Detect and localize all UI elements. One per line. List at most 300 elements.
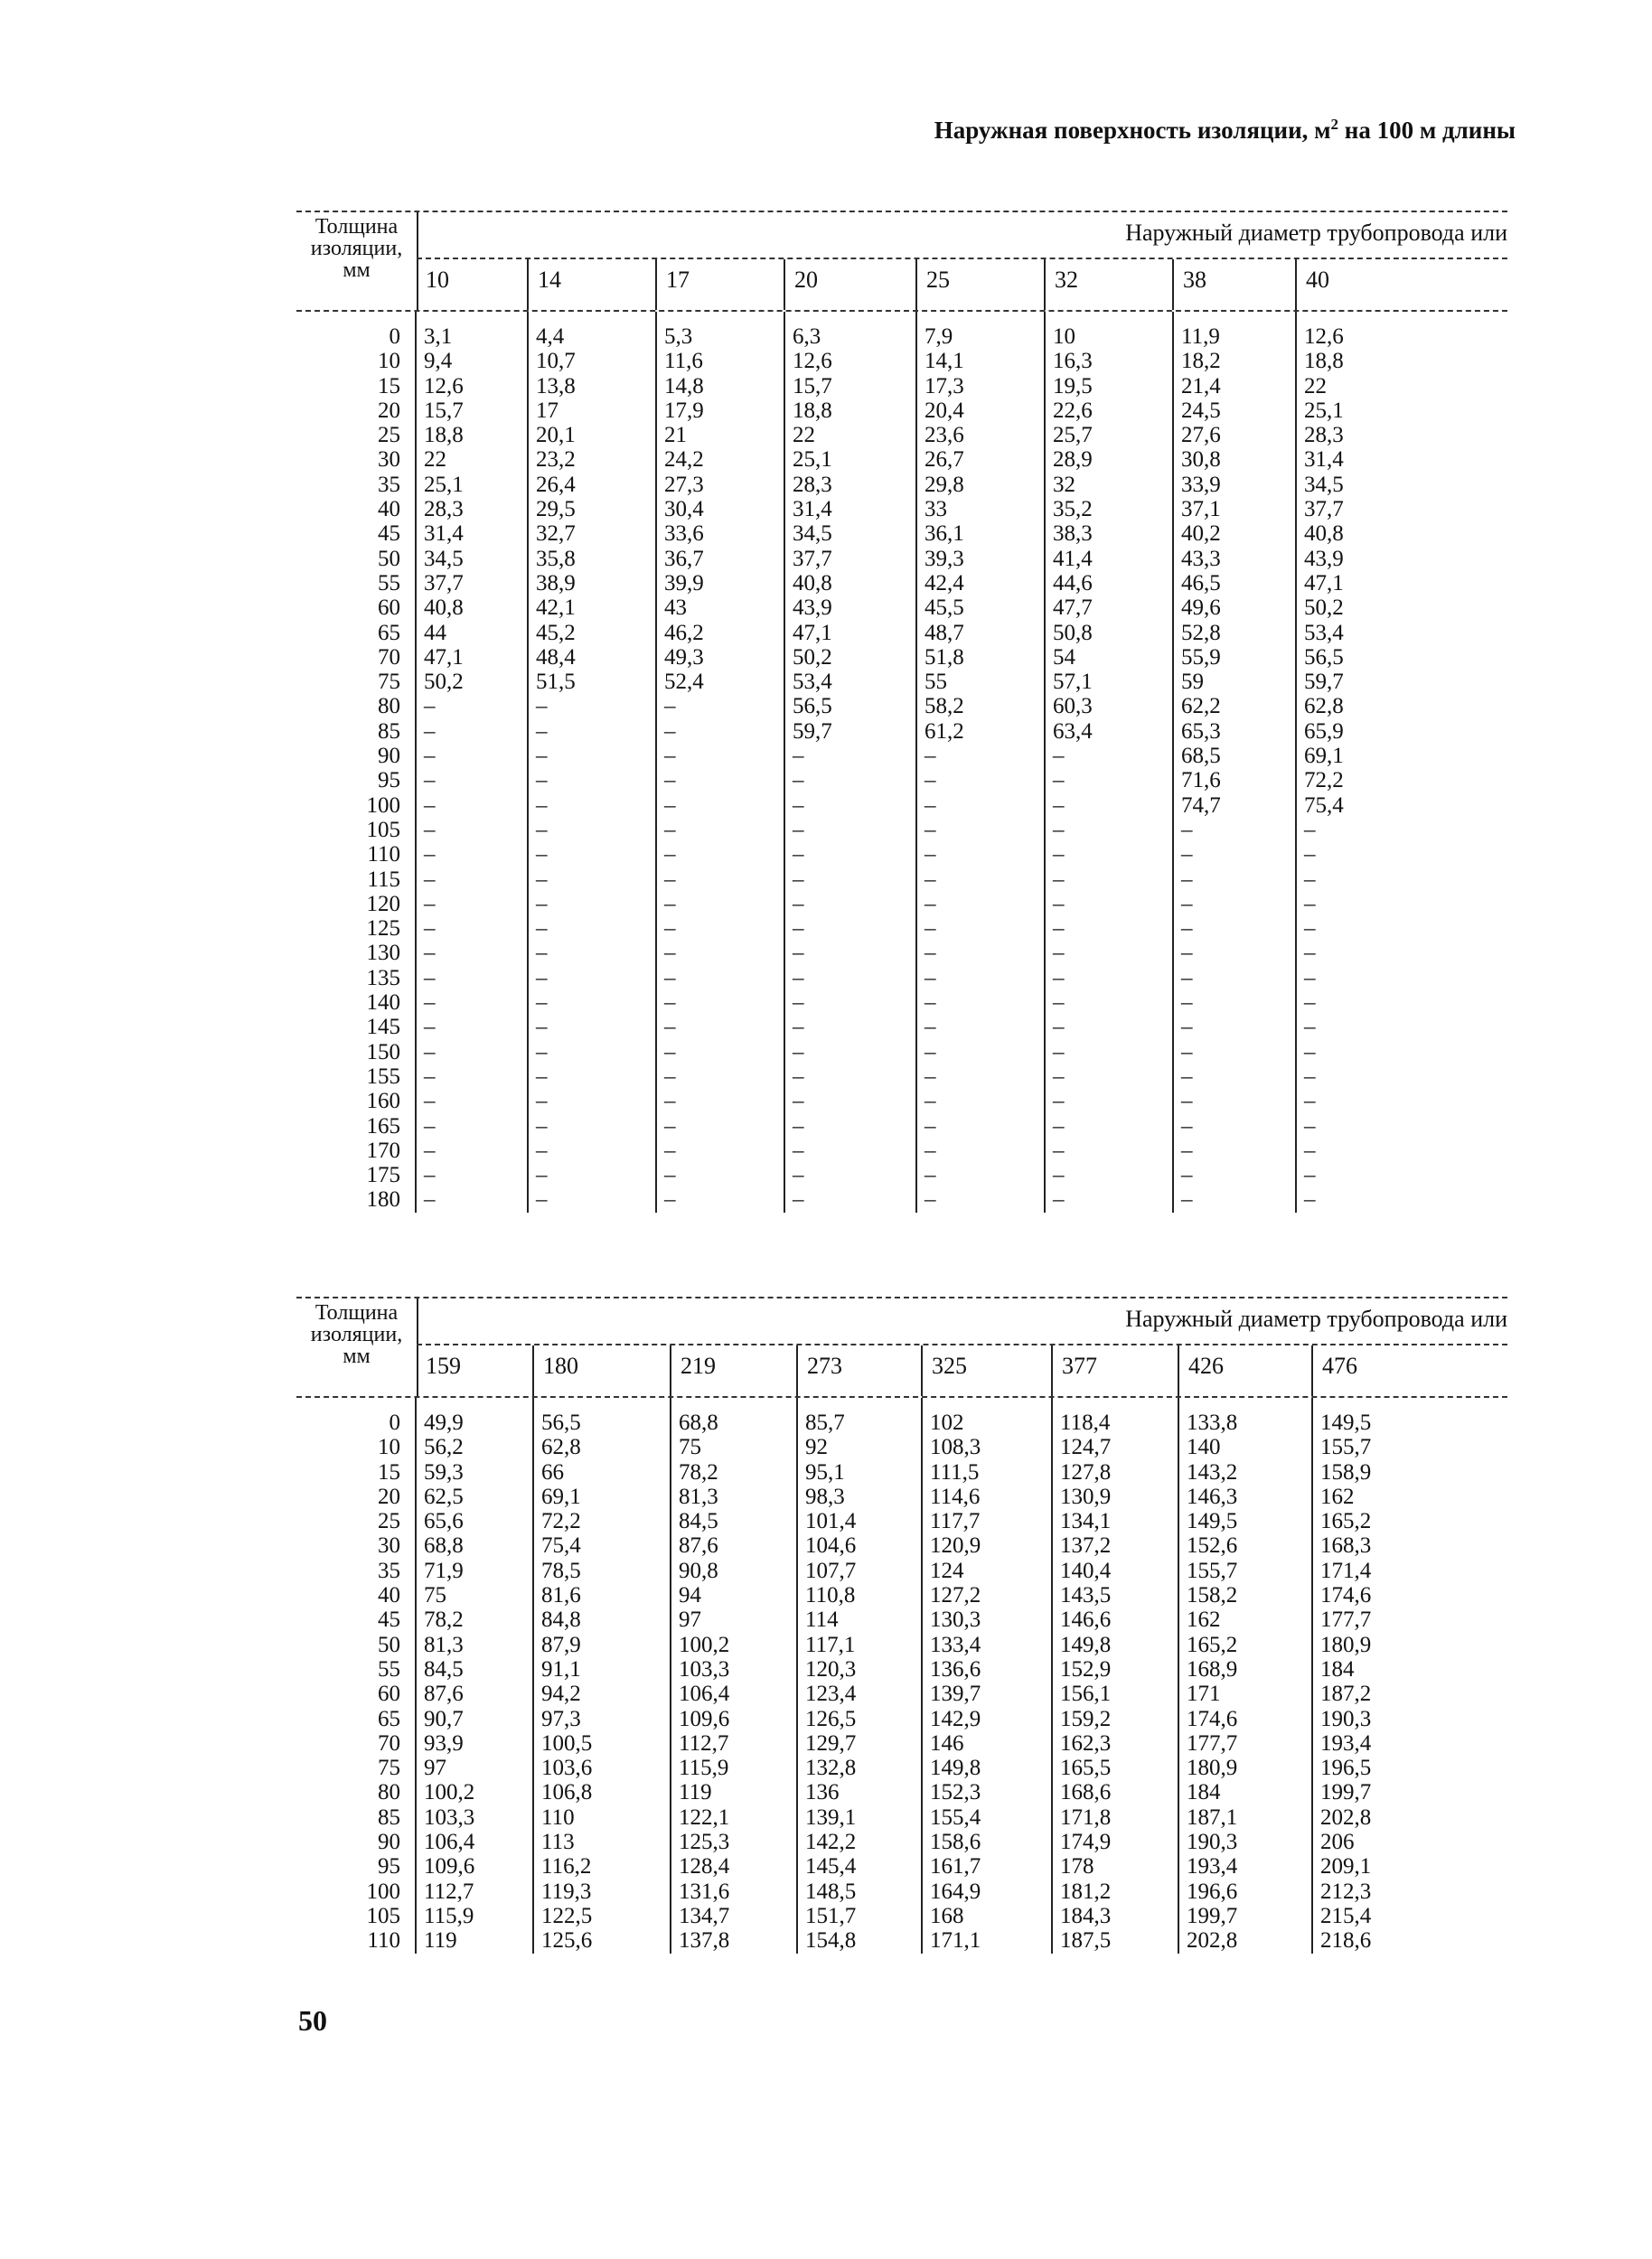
value-cell: 134,7 bbox=[679, 1903, 730, 1928]
value-cell: 94,2 bbox=[541, 1682, 581, 1707]
value-cell: – bbox=[424, 916, 436, 942]
value-cell: 74,7 bbox=[1181, 792, 1221, 818]
value-cell: 37,7 bbox=[793, 546, 832, 571]
value-cell: 14,1 bbox=[925, 349, 964, 374]
diameter-header-cell: 14 bbox=[529, 259, 657, 310]
value-cell: 50,2 bbox=[1304, 595, 1344, 621]
thickness-cell: 150 bbox=[366, 1039, 400, 1064]
value-cell: – bbox=[1053, 842, 1065, 867]
value-cell: – bbox=[424, 1015, 436, 1040]
value-cell: 155,7 bbox=[1320, 1435, 1372, 1460]
value-cell: 137,8 bbox=[679, 1928, 730, 1954]
value-cell: 193,4 bbox=[1320, 1730, 1372, 1756]
value-cell: – bbox=[793, 1138, 804, 1163]
value-cell: – bbox=[424, 891, 436, 916]
value-cell: – bbox=[424, 941, 436, 966]
value-cell: – bbox=[925, 1138, 936, 1163]
value-cell: 123,4 bbox=[805, 1682, 857, 1707]
thickness-column bbox=[296, 1398, 417, 1954]
value-cell: – bbox=[1053, 916, 1065, 942]
value-cell: – bbox=[1304, 1039, 1316, 1064]
value-cell: 84,8 bbox=[541, 1608, 581, 1633]
value-cell: 37,7 bbox=[1304, 497, 1344, 522]
value-cell: – bbox=[793, 891, 804, 916]
value-cell: – bbox=[793, 744, 804, 769]
value-cell: 40,8 bbox=[1304, 521, 1344, 547]
value-cell: 101,4 bbox=[805, 1509, 857, 1534]
table-header bbox=[296, 1297, 1507, 1398]
value-cell: – bbox=[424, 694, 436, 719]
value-cell: – bbox=[1053, 792, 1065, 818]
value-cell: 20,4 bbox=[925, 398, 964, 423]
value-cell: 7,9 bbox=[925, 324, 953, 349]
value-cell: 63,4 bbox=[1053, 718, 1093, 744]
value-cell: – bbox=[664, 792, 676, 818]
value-cell: 202,8 bbox=[1187, 1928, 1238, 1954]
value-cell: 20,1 bbox=[536, 423, 576, 448]
value-cell: 154,8 bbox=[805, 1928, 857, 1954]
diameter-header-cell: 17 bbox=[657, 259, 785, 310]
value-cell: 32 bbox=[1053, 472, 1075, 497]
value-cell: – bbox=[424, 1089, 436, 1114]
value-cell: – bbox=[1053, 1138, 1065, 1163]
value-cell: 90,8 bbox=[679, 1558, 718, 1583]
diameter-column bbox=[534, 1398, 671, 1954]
value-cell: – bbox=[1053, 1163, 1065, 1188]
value-cell: 28,3 bbox=[1304, 423, 1344, 448]
value-cell: 152,6 bbox=[1187, 1533, 1238, 1559]
thickness-cell: 100 bbox=[366, 792, 400, 818]
value-cell: 184 bbox=[1187, 1780, 1221, 1805]
value-cell: 66 bbox=[541, 1459, 564, 1485]
value-cell: 72,2 bbox=[541, 1509, 581, 1534]
page-number: 50 bbox=[298, 2004, 327, 2037]
value-cell: 48,4 bbox=[536, 644, 576, 670]
value-cell: 174,6 bbox=[1320, 1583, 1372, 1608]
value-cell: 6,3 bbox=[793, 324, 821, 349]
diameter-header-cell: 377 bbox=[1053, 1345, 1179, 1396]
value-cell: 91,1 bbox=[541, 1656, 581, 1682]
value-cell: 68,8 bbox=[424, 1533, 464, 1559]
value-cell: 31,4 bbox=[1304, 447, 1344, 473]
value-cell: 43,3 bbox=[1181, 546, 1221, 571]
value-cell: 27,6 bbox=[1181, 423, 1221, 448]
value-cell: 71,6 bbox=[1181, 768, 1221, 793]
value-cell: 45,5 bbox=[925, 595, 964, 621]
value-cell: – bbox=[536, 1039, 548, 1064]
thickness-cell: 50 bbox=[378, 546, 400, 571]
value-cell: – bbox=[925, 744, 936, 769]
value-cell: – bbox=[1053, 941, 1065, 966]
value-cell: 62,8 bbox=[541, 1435, 581, 1460]
value-cell: 178 bbox=[1060, 1854, 1094, 1879]
value-cell: – bbox=[664, 817, 676, 842]
value-cell: 92 bbox=[805, 1435, 828, 1460]
value-cell: 22,6 bbox=[1053, 398, 1093, 423]
value-cell: 106,8 bbox=[541, 1780, 593, 1805]
value-cell: – bbox=[536, 768, 548, 793]
thickness-cell: 30 bbox=[378, 447, 400, 473]
thickness-cell: 65 bbox=[378, 1706, 400, 1731]
value-cell: 27,3 bbox=[664, 472, 704, 497]
value-cell: 158,2 bbox=[1187, 1583, 1238, 1608]
value-cell: – bbox=[925, 1015, 936, 1040]
diameter-header-cell: 159 bbox=[417, 1345, 534, 1396]
value-cell: 9,4 bbox=[424, 349, 453, 374]
thickness-cell: 25 bbox=[378, 423, 400, 448]
value-cell: 43,9 bbox=[1304, 546, 1344, 571]
diameter-column bbox=[1313, 1398, 1507, 1954]
value-cell: 196,6 bbox=[1187, 1879, 1238, 1904]
value-cell: 5,3 bbox=[664, 324, 693, 349]
value-cell: – bbox=[1053, 817, 1065, 842]
value-cell: – bbox=[793, 1187, 804, 1213]
value-cell: 33 bbox=[925, 497, 947, 522]
value-cell: 68,5 bbox=[1181, 744, 1221, 769]
value-cell: – bbox=[536, 1089, 548, 1114]
value-cell: 112,7 bbox=[679, 1730, 729, 1756]
value-cell: 119 bbox=[424, 1928, 457, 1954]
value-cell: 59,3 bbox=[424, 1459, 464, 1485]
value-cell: 39,3 bbox=[925, 546, 964, 571]
value-cell: 110,8 bbox=[805, 1583, 856, 1608]
value-cell: 206 bbox=[1320, 1830, 1355, 1855]
value-cell: 81,6 bbox=[541, 1583, 581, 1608]
diameter-header-row bbox=[417, 258, 1507, 310]
value-cell: 117,1 bbox=[805, 1632, 856, 1657]
value-cell: 17,9 bbox=[664, 398, 704, 423]
value-cell: 81,3 bbox=[424, 1632, 464, 1657]
value-cell: – bbox=[1053, 990, 1065, 1016]
value-cell: – bbox=[1181, 867, 1193, 892]
value-cell: 165,2 bbox=[1187, 1632, 1238, 1657]
value-cell: 75 bbox=[424, 1583, 446, 1608]
value-cell: – bbox=[1053, 1015, 1065, 1040]
value-cell: 69,1 bbox=[541, 1484, 581, 1509]
value-cell: 187,2 bbox=[1320, 1682, 1372, 1707]
value-cell: 177,7 bbox=[1187, 1730, 1238, 1756]
value-cell: – bbox=[1304, 941, 1316, 966]
diameter-header-cell: 38 bbox=[1174, 259, 1297, 310]
value-cell: – bbox=[925, 990, 936, 1016]
value-cell: 125,3 bbox=[679, 1830, 730, 1855]
value-cell: – bbox=[925, 1113, 936, 1139]
thickness-cell: 110 bbox=[367, 1928, 400, 1954]
thickness-cell: 10 bbox=[378, 1435, 400, 1460]
value-cell: 47,1 bbox=[793, 620, 832, 645]
diameter-column bbox=[417, 1398, 534, 1954]
value-cell: – bbox=[664, 718, 676, 744]
value-cell: 55,9 bbox=[1181, 644, 1221, 670]
value-cell: 28,3 bbox=[793, 472, 832, 497]
value-cell: 12,6 bbox=[424, 373, 464, 398]
value-cell: 78,2 bbox=[424, 1608, 464, 1633]
diameter-group-header: Наружный диаметр трубопровода или bbox=[1125, 220, 1507, 246]
value-cell: – bbox=[536, 1138, 548, 1163]
value-cell: – bbox=[536, 891, 548, 916]
value-cell: 87,9 bbox=[541, 1632, 581, 1657]
value-cell: 137,2 bbox=[1060, 1533, 1112, 1559]
value-cell: – bbox=[664, 694, 676, 719]
value-cell: 69,1 bbox=[1304, 744, 1344, 769]
value-cell: – bbox=[1181, 891, 1193, 916]
value-cell: – bbox=[1053, 867, 1065, 892]
value-cell: 47,1 bbox=[1304, 570, 1344, 595]
value-cell: 28,3 bbox=[424, 497, 464, 522]
value-cell: – bbox=[536, 1187, 548, 1213]
value-cell: 116,2 bbox=[541, 1854, 592, 1879]
value-cell: 171,4 bbox=[1320, 1558, 1372, 1583]
value-cell: – bbox=[793, 768, 804, 793]
value-cell: 42,1 bbox=[536, 595, 576, 621]
value-cell: – bbox=[1304, 1187, 1316, 1213]
value-cell: 155,4 bbox=[930, 1804, 981, 1830]
value-cell: 132,8 bbox=[805, 1756, 857, 1781]
thickness-cell: 65 bbox=[378, 620, 400, 645]
value-cell: 122,5 bbox=[541, 1903, 593, 1928]
value-cell: – bbox=[1053, 965, 1065, 990]
value-cell: 114,6 bbox=[930, 1484, 981, 1509]
value-cell: 61,2 bbox=[925, 718, 964, 744]
value-cell: 112,7 bbox=[424, 1879, 474, 1904]
value-cell: 40,2 bbox=[1181, 521, 1221, 547]
value-cell: 171,8 bbox=[1060, 1804, 1112, 1830]
value-cell: – bbox=[1181, 990, 1193, 1016]
value-cell: 52,4 bbox=[664, 670, 704, 695]
value-cell: – bbox=[424, 867, 436, 892]
value-cell: 119,3 bbox=[541, 1879, 592, 1904]
value-cell: 109,6 bbox=[679, 1706, 730, 1731]
value-cell: – bbox=[793, 941, 804, 966]
thickness-cell: 75 bbox=[378, 1756, 400, 1781]
value-cell: 212,3 bbox=[1320, 1879, 1372, 1904]
value-cell: 156,1 bbox=[1060, 1682, 1112, 1707]
value-cell: 30,4 bbox=[664, 497, 704, 522]
value-cell: – bbox=[925, 867, 936, 892]
value-cell: 25,1 bbox=[424, 472, 464, 497]
value-cell: – bbox=[925, 916, 936, 942]
thickness-cell: 40 bbox=[378, 497, 400, 522]
thickness-cell: 180 bbox=[366, 1187, 400, 1213]
value-cell: – bbox=[793, 1113, 804, 1139]
value-cell: – bbox=[1053, 1113, 1065, 1139]
value-cell: 65,9 bbox=[1304, 718, 1344, 744]
value-cell: – bbox=[1304, 1138, 1316, 1163]
value-cell: 48,7 bbox=[925, 620, 964, 645]
diameter-column bbox=[1174, 312, 1297, 1213]
thickness-cell: 85 bbox=[378, 1804, 400, 1830]
value-cell: – bbox=[1181, 1113, 1193, 1139]
thickness-cell: 15 bbox=[378, 1459, 400, 1485]
value-cell: – bbox=[1053, 1039, 1065, 1064]
value-cell: 29,8 bbox=[925, 472, 964, 497]
thickness-cell: 95 bbox=[378, 768, 400, 793]
value-cell: 53,4 bbox=[1304, 620, 1344, 645]
value-cell: 165,5 bbox=[1060, 1756, 1112, 1781]
thickness-cell: 125 bbox=[366, 916, 400, 942]
value-cell: – bbox=[1304, 1163, 1316, 1188]
value-cell: 18,2 bbox=[1181, 349, 1221, 374]
value-cell: – bbox=[1304, 817, 1316, 842]
diameter-header-cell: 32 bbox=[1046, 259, 1174, 310]
value-cell: 136 bbox=[805, 1780, 840, 1805]
value-cell: 23,6 bbox=[925, 423, 964, 448]
value-cell: – bbox=[925, 768, 936, 793]
value-cell: – bbox=[664, 1113, 676, 1139]
thickness-cell: 85 bbox=[378, 718, 400, 744]
value-cell: 22 bbox=[424, 447, 446, 473]
thickness-cell: 20 bbox=[378, 398, 400, 423]
value-cell: – bbox=[536, 916, 548, 942]
value-cell: – bbox=[424, 842, 436, 867]
thickness-cell: 45 bbox=[378, 521, 400, 547]
thickness-cell: 145 bbox=[366, 1015, 400, 1040]
value-cell: – bbox=[424, 817, 436, 842]
thickness-cell: 30 bbox=[378, 1533, 400, 1559]
thickness-cell: 160 bbox=[366, 1089, 400, 1114]
thickness-cell: 40 bbox=[378, 1583, 400, 1608]
value-cell: 184,3 bbox=[1060, 1903, 1112, 1928]
value-cell: 133,8 bbox=[1187, 1411, 1238, 1435]
value-cell: 40,8 bbox=[793, 570, 832, 595]
diameter-group-header: Наружный диаметр трубопровода или bbox=[1125, 1306, 1507, 1332]
thickness-cell: 135 bbox=[366, 965, 400, 990]
value-cell: 209,1 bbox=[1320, 1854, 1372, 1879]
value-cell: 115,9 bbox=[679, 1756, 729, 1781]
value-cell: 59,7 bbox=[793, 718, 832, 744]
value-cell: – bbox=[1181, 1015, 1193, 1040]
value-cell: 25,1 bbox=[793, 447, 832, 473]
thickness-cell: 15 bbox=[378, 373, 400, 398]
value-cell: 180,9 bbox=[1187, 1756, 1238, 1781]
value-cell: – bbox=[536, 694, 548, 719]
value-cell: 115,9 bbox=[424, 1903, 474, 1928]
value-cell: 26,7 bbox=[925, 447, 964, 473]
diameter-column bbox=[785, 312, 917, 1213]
value-cell: 168,3 bbox=[1320, 1533, 1372, 1559]
insulation-table-large-diameters bbox=[296, 1297, 1507, 1954]
value-cell: – bbox=[536, 817, 548, 842]
value-cell: 98,3 bbox=[805, 1484, 845, 1509]
value-cell: 102 bbox=[930, 1411, 964, 1435]
value-cell: 139,7 bbox=[930, 1682, 981, 1707]
value-cell: 56,5 bbox=[541, 1411, 581, 1435]
value-cell: 84,5 bbox=[424, 1656, 464, 1682]
value-cell: 30,8 bbox=[1181, 447, 1221, 473]
value-cell: 190,3 bbox=[1187, 1830, 1238, 1855]
value-cell: 143,5 bbox=[1060, 1583, 1112, 1608]
value-cell: 45,2 bbox=[536, 620, 576, 645]
value-cell: 149,8 bbox=[930, 1756, 981, 1781]
value-cell: – bbox=[1304, 1064, 1316, 1089]
value-cell: 35,2 bbox=[1053, 497, 1093, 522]
value-cell: 24,2 bbox=[664, 447, 704, 473]
value-cell: 95,1 bbox=[805, 1459, 845, 1485]
value-cell: 126,5 bbox=[805, 1706, 857, 1731]
value-cell: – bbox=[1304, 867, 1316, 892]
value-cell: 128,4 bbox=[679, 1854, 730, 1879]
value-cell: 155,7 bbox=[1187, 1558, 1238, 1583]
value-cell: – bbox=[664, 1163, 676, 1188]
value-cell: 22 bbox=[1304, 373, 1327, 398]
value-cell: 125,6 bbox=[541, 1928, 593, 1954]
value-cell: – bbox=[424, 1039, 436, 1064]
page-title-suffix: на 100 м длины bbox=[1338, 117, 1516, 144]
value-cell: – bbox=[424, 1064, 436, 1089]
value-cell: 119 bbox=[679, 1780, 712, 1805]
diameter-column bbox=[417, 312, 529, 1213]
value-cell: 60,3 bbox=[1053, 694, 1093, 719]
value-cell: – bbox=[1181, 1187, 1193, 1213]
value-cell: – bbox=[664, 1064, 676, 1089]
value-cell: – bbox=[793, 1089, 804, 1114]
value-cell: 71,9 bbox=[424, 1558, 464, 1583]
value-cell: 152,3 bbox=[930, 1780, 981, 1805]
value-cell: – bbox=[664, 941, 676, 966]
value-cell: – bbox=[793, 1015, 804, 1040]
value-cell: – bbox=[1304, 990, 1316, 1016]
value-cell: – bbox=[793, 792, 804, 818]
thickness-cell: 110 bbox=[367, 842, 400, 867]
diameter-column bbox=[1046, 312, 1174, 1213]
value-cell: 87,6 bbox=[424, 1682, 464, 1707]
value-cell: 129,7 bbox=[805, 1730, 857, 1756]
value-cell: – bbox=[664, 965, 676, 990]
value-cell: 54 bbox=[1053, 644, 1075, 670]
value-cell: 187,5 bbox=[1060, 1928, 1112, 1954]
value-cell: 103,3 bbox=[679, 1656, 730, 1682]
value-cell: – bbox=[536, 965, 548, 990]
value-cell: 114 bbox=[805, 1608, 839, 1633]
diameter-header-cell: 10 bbox=[417, 259, 529, 310]
value-cell: 75,4 bbox=[541, 1533, 581, 1559]
diameter-header-row bbox=[417, 1344, 1507, 1396]
value-cell: – bbox=[1304, 1089, 1316, 1114]
value-cell: – bbox=[925, 1163, 936, 1188]
value-cell: – bbox=[1304, 842, 1316, 867]
value-cell: – bbox=[536, 1064, 548, 1089]
value-cell: 190,3 bbox=[1320, 1706, 1372, 1731]
value-cell: 174,6 bbox=[1187, 1706, 1238, 1731]
value-cell: – bbox=[793, 965, 804, 990]
value-cell: – bbox=[1181, 1163, 1193, 1188]
value-cell: – bbox=[424, 744, 436, 769]
diameter-column bbox=[798, 1398, 923, 1954]
diameter-header-cell: 219 bbox=[671, 1345, 798, 1396]
value-cell: 174,9 bbox=[1060, 1830, 1112, 1855]
value-cell: 55 bbox=[925, 670, 947, 695]
value-cell: 171,1 bbox=[930, 1928, 981, 1954]
value-cell: 90,7 bbox=[424, 1706, 464, 1731]
value-cell: 84,5 bbox=[679, 1509, 718, 1534]
value-cell: 81,3 bbox=[679, 1484, 718, 1509]
value-cell: 62,2 bbox=[1181, 694, 1221, 719]
insulation-table-small-diameters bbox=[296, 211, 1507, 1213]
diameter-header-cell: 476 bbox=[1322, 1353, 1357, 1379]
value-cell: 100,2 bbox=[679, 1632, 730, 1657]
diameter-column bbox=[1297, 312, 1507, 1213]
value-cell: – bbox=[424, 1113, 436, 1139]
value-cell: 49,3 bbox=[664, 644, 704, 670]
thickness-cell: 115 bbox=[367, 867, 400, 892]
value-cell: 19,5 bbox=[1053, 373, 1093, 398]
value-cell: 164,9 bbox=[930, 1879, 981, 1904]
value-cell: 15,7 bbox=[793, 373, 832, 398]
value-cell: 34,5 bbox=[424, 546, 464, 571]
value-cell: 159,2 bbox=[1060, 1706, 1112, 1731]
value-cell: 12,6 bbox=[793, 349, 832, 374]
value-cell: 22 bbox=[793, 423, 815, 448]
